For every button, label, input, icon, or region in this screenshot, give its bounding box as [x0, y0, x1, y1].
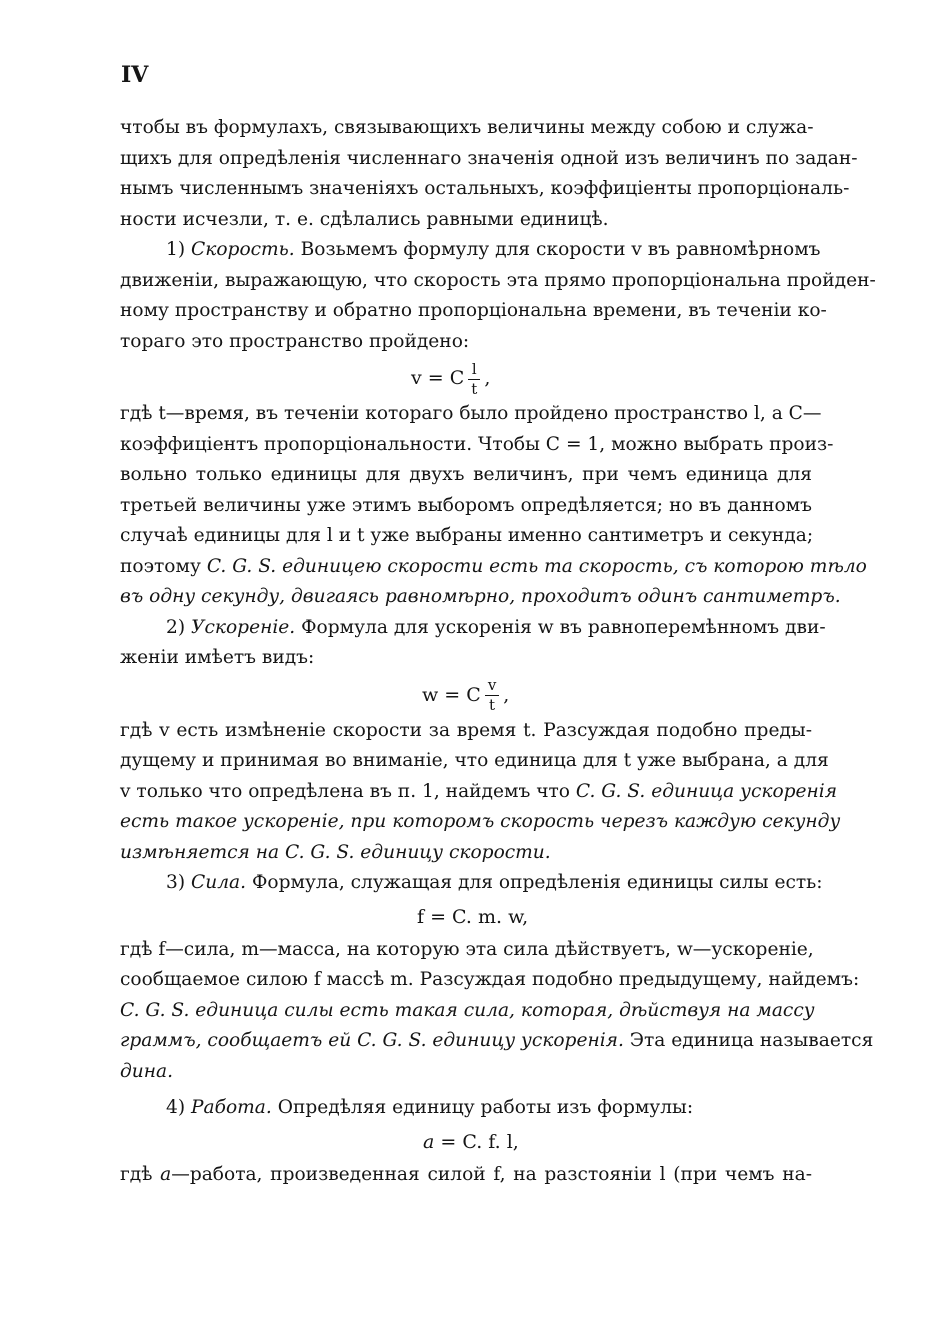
- section-heading: Сила.: [191, 872, 247, 893]
- denominator: t: [471, 379, 478, 398]
- text-line: коэффиціентъ пропорціональности. Чтобы C = 1, можно выбрать произ-: [120, 433, 834, 455]
- definition-line: есть такое ускореніе, при которомъ скорость черезъ каждую секунду: [120, 811, 841, 832]
- text-line: ности исчезли, т. е. сдѣлались равными единицѣ.: [120, 208, 609, 230]
- definition-line: [120, 552, 867, 583]
- text-fragment: гдѣ: [120, 1163, 153, 1185]
- section-heading: Работа.: [191, 1097, 272, 1118]
- formula-velocity: [120, 357, 812, 399]
- text-fragment: v только что опредѣлена въ п. 1, найдемъ что: [120, 780, 570, 802]
- text-line: вольно только единицы для двухъ величинъ, при чемъ единица для: [120, 464, 812, 485]
- section-number: 3): [166, 872, 186, 893]
- text-line: третьей величины уже этимъ выборомъ опредѣляется; но въ данномъ: [120, 494, 812, 516]
- text-line: случаѣ единицы для l и t уже выбраны именно сантиметръ и секунда;: [120, 525, 814, 546]
- text-line: [120, 1160, 812, 1191]
- text-line: движеніи, выражающую, что скорость эта прямо пропорціональна пройден-: [120, 269, 876, 291]
- definition-line: дина.: [120, 1060, 174, 1082]
- page-number: IV: [121, 62, 149, 88]
- numerator: v: [485, 678, 499, 696]
- italic-definition: C. G. S. единицею скорости есть та скорость, съ которою тѣло: [206, 555, 867, 577]
- text-line: гдѣ f—сила, m—масса, на которую эта сила дѣйствуетъ, w—ускореніе,: [120, 938, 814, 960]
- formula-work: [120, 1124, 812, 1160]
- text-fragment: Эта единица называется: [629, 1030, 874, 1051]
- denominator: t: [489, 696, 496, 714]
- text-fragment: Опредѣляя единицу работы изъ формулы:: [277, 1097, 694, 1118]
- section-number: 4): [166, 1097, 186, 1118]
- formula-rest: = C. f. l,: [440, 1130, 519, 1153]
- definition-line: [120, 582, 841, 613]
- text-line: женіи имѣетъ видъ:: [120, 647, 315, 668]
- formula-acceleration: [120, 674, 812, 716]
- numerator: l: [468, 362, 480, 380]
- text-fragment: —работа, произведенная силой f, на разстояніи l (при чемъ на-: [171, 1163, 812, 1185]
- text-line: сообщаемое силою f массѣ m. Разсуждая подобно предыдущему, найдемъ:: [120, 969, 860, 990]
- text-fragment: Возьмемъ формулу для скорости v въ равномѣрномъ: [300, 239, 821, 260]
- text-line: гдѣ v есть измѣненіе скорости за время t. Разсуждая подобно преды-: [120, 719, 812, 741]
- formula-lhs: w = C: [422, 683, 481, 706]
- formula-lhs: v = C: [411, 367, 465, 389]
- italic-definition: граммъ, сообщаетъ ей C. G. S. единицу ускоренія.: [120, 1030, 624, 1051]
- italic-definition: въ одну секунду, двигаясь равномѣрно, проходитъ одинъ сантиметръ.: [120, 586, 841, 607]
- text-fragment: поэтому: [120, 555, 201, 577]
- text-fragment: Формула, служащая для опредѣленія единицы силы есть:: [251, 872, 823, 893]
- definition-line: [120, 777, 838, 808]
- fraction: [485, 678, 499, 713]
- text-line: нымъ численнымъ значеніяхъ остальныхъ, коэффиціенты пропорціональ-: [120, 178, 850, 199]
- text-line: гдѣ t—время, въ теченіи котораго было пройдено пространство l, а C—: [120, 403, 822, 424]
- section-heading: Скорость.: [191, 239, 295, 260]
- page-body: [120, 113, 876, 1190]
- text-line: чтобы въ формулахъ, связывающихъ величины между собою и служа-: [120, 117, 814, 138]
- italic-definition: C. G. S. единица ускоренія: [575, 780, 838, 802]
- formula-symbol: a: [423, 1130, 435, 1153]
- text-line: щихъ для опредѣленія численнаго значенія одной изъ величинъ по задан-: [120, 147, 858, 169]
- formula-symbol: a: [160, 1163, 172, 1185]
- text-fragment: Формула для ускоренія w въ равноперемѣнномъ дви-: [301, 616, 826, 638]
- text-line: ному пространству и обратно пропорціональна времени, въ теченіи ко-: [120, 300, 827, 321]
- section-3-first-line: [120, 868, 823, 899]
- definition-line: C. G. S. единица силы есть такая сила, которая, дѣйствуя на массу: [120, 999, 815, 1021]
- section-heading: Ускореніе.: [191, 616, 296, 638]
- section-4-first-line: [120, 1093, 812, 1124]
- definition-line: измѣняется на C. G. S. единицу скорости.: [120, 841, 551, 863]
- section-2-first-line: [120, 613, 826, 644]
- section-number: 2): [166, 616, 186, 638]
- section-1-first-line: [120, 235, 821, 266]
- formula-tail: ,: [503, 683, 510, 706]
- definition-line: [120, 1026, 874, 1057]
- formula-tail: ,: [484, 367, 491, 389]
- formula-force: f = C. m. w,: [417, 905, 529, 928]
- text-line: тораго это пространство пройдено:: [120, 330, 470, 352]
- fraction: [468, 359, 480, 398]
- section-number: 1): [166, 239, 186, 260]
- text-line: дущему и принимая во вниманіе, что единица для t уже выбрана, а для: [120, 750, 829, 771]
